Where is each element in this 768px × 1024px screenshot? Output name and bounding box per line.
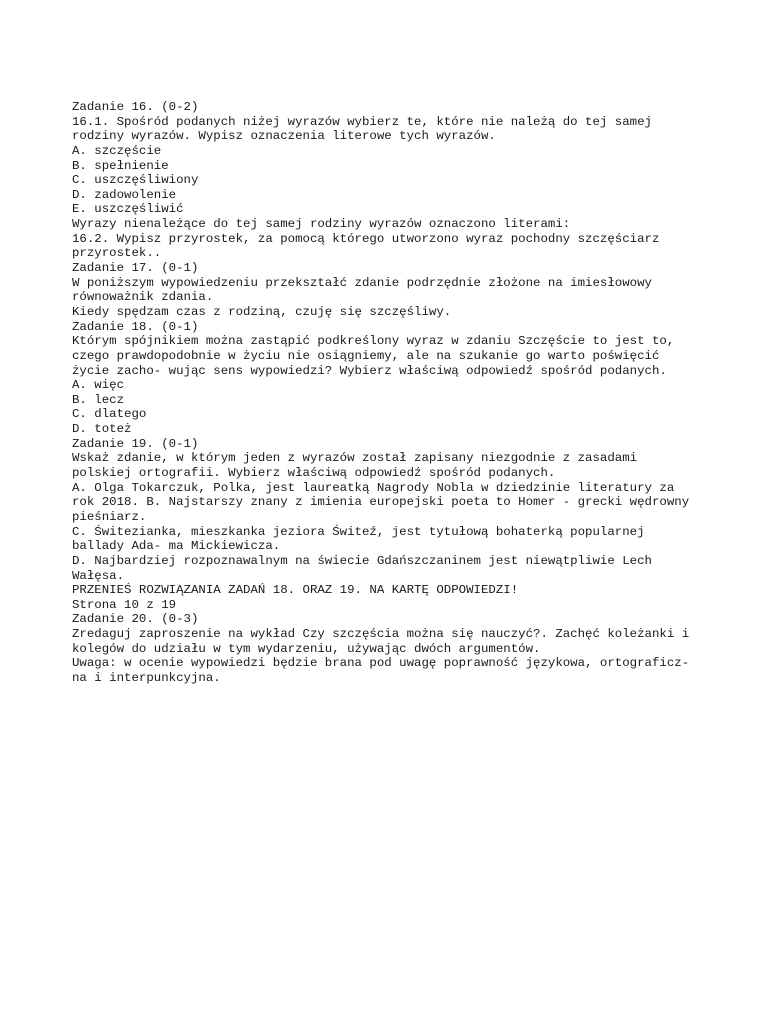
task-note: Uwaga: w ocenie wypowiedzi będzie brana pod uwagę poprawność językowa, ortograficz- [72, 656, 690, 671]
task-instruction: rodziny wyrazów. Wypisz oznaczenia literowe tych wyrazów. [72, 129, 496, 144]
answer-option: D. toteż [72, 422, 132, 437]
answer-option: A. Olga Tokarczuk, Polka, jest laureatką Nagrody Nobla w dziedzinie literatury za [72, 480, 675, 495]
task-instruction: 16.2. Wypisz przyrostek, za pomocą którego utworzono wyraz pochodny szczęściarz [72, 231, 660, 246]
task-instruction: W poniższym wypowiedzeniu przekształć zdanie podrzędnie złożone na imiesłowowy [72, 275, 652, 290]
answer-option: D. zadowolenie [72, 187, 177, 202]
answer-prompt: Wyrazy nienależące do tej samej rodziny wyrazów oznaczono literami: [72, 217, 571, 232]
task-instruction: Którym spójnikiem można zastąpić podkreślony wyraz w zdaniu Szczęście to jest to, [72, 334, 675, 349]
task-instruction: równoważnik zdania. [72, 290, 214, 305]
task-instruction: czego prawdopodobnie w życiu nie osiągniemy, ale na szukanie go warto poświęcić [72, 348, 660, 363]
task-instruction: Zredaguj zaproszenie na wykład Czy szczęścia można się nauczyć?. Zachęć koleżanki i [72, 627, 690, 642]
answer-option: A. więc [72, 378, 125, 393]
task-instruction: życie zacho- wując sens wypowiedzi? Wybierz właściwą odpowiedź spośród podanych. [72, 363, 667, 378]
answer-option: ballady Ada- ma Mickiewicza. [72, 539, 281, 554]
answer-option: pieśniarz. [72, 509, 147, 524]
answer-option: A. szczęście [72, 143, 162, 158]
task-sentence: Kiedy spędzam czas z rodziną, czuję się szczęśliwy. [72, 304, 452, 319]
transfer-notice: PRZENIEŚ ROZWIĄZANIA ZADAŃ 18. ORAZ 19. NA KARTĘ ODPOWIEDZI! [72, 583, 519, 598]
answer-option: C. dlatego [72, 407, 147, 422]
task-heading: Zadanie 20. (0-3) [72, 612, 199, 627]
answer-option: Wałęsa. [72, 568, 125, 583]
answer-option: rok 2018. B. Najstarszy znany z imienia europejski poeta to Homer - grecki wędrowny [72, 495, 690, 510]
task-note: na i interpunkcyjna. [72, 670, 221, 685]
answer-option: D. Najbardziej rozpoznawalnym na świecie Gdańszczaninem jest niewątpliwie Lech [72, 553, 652, 568]
answer-prompt: przyrostek.. [72, 246, 162, 261]
answer-option: B. lecz [72, 392, 125, 407]
task-heading: Zadanie 16. (0-2) [72, 100, 199, 114]
task-instruction: Wskaż zdanie, w którym jeden z wyrazów został zapisany niezgodnie z zasadami [72, 451, 638, 466]
task-heading: Zadanie 19. (0-1) [72, 436, 199, 451]
document-text [72, 100, 712, 686]
answer-option: B. spełnienie [72, 158, 169, 173]
answer-option: E. uszczęśliwić [72, 202, 184, 217]
task-instruction: polskiej ortografii. Wybierz właściwą odpowiedź spośród podanych. [72, 466, 556, 481]
page-number: Strona 10 z 19 [72, 597, 177, 612]
answer-option: C. Świtezianka, mieszkanka jeziora Świteź, jest tytułową bohaterką popularnej [72, 524, 645, 539]
task-instruction: kolegów do udziału w tym wydarzeniu, używając dwóch argumentów. [72, 641, 541, 656]
task-heading: Zadanie 17. (0-1) [72, 261, 199, 276]
task-heading: Zadanie 18. (0-1) [72, 319, 199, 334]
task-instruction: 16.1. Spośród podanych niżej wyrazów wybierz te, które nie należą do tej samej [72, 114, 652, 129]
answer-option: C. uszczęśliwiony [72, 173, 199, 188]
